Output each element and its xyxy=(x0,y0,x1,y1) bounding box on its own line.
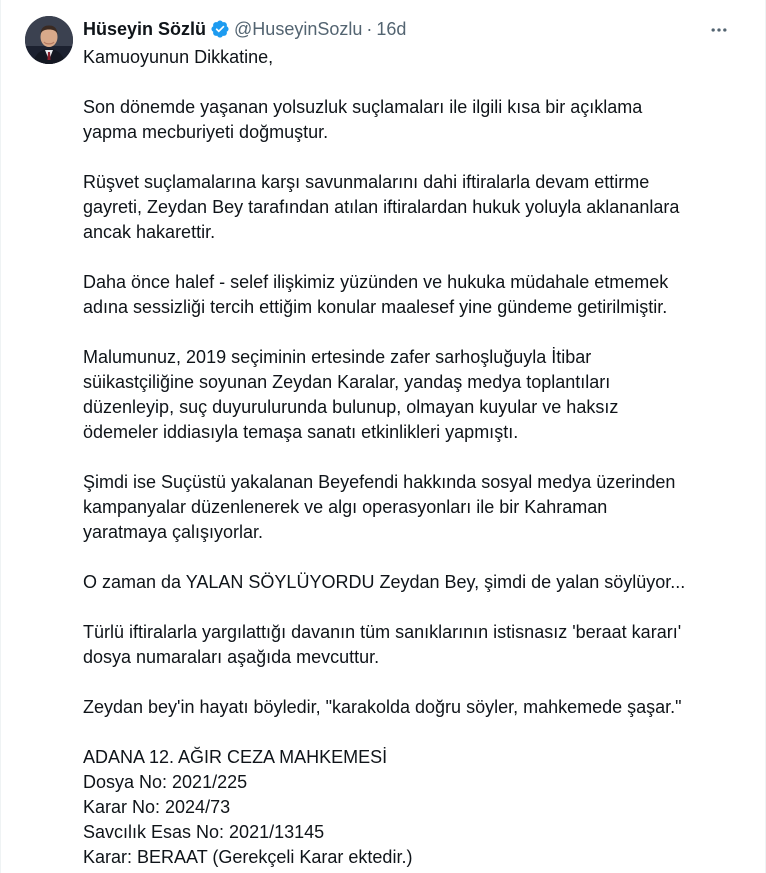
tweet-timestamp[interactable]: 16d xyxy=(376,19,407,39)
tweet-paragraph: Zeydan bey'in hayatı böyledir, "karakolda doğru söyler, mahkemede şaşar." xyxy=(83,697,682,717)
tweet-paragraph: Şimdi ise Suçüstü yakalanan Beyefendi hakkında sosyal medya üzerinden kampanyalar düzenlenerek ve algı operasyonları ile bir Kahraman yaratmaya çalışıyorlar. xyxy=(83,472,676,542)
tweet-paragraph: O zaman da YALAN SÖYLÜYORDU Zeydan Bey, şimdi de yalan söylüyor... xyxy=(83,572,686,592)
more-options-icon xyxy=(709,20,729,40)
tweet-paragraph: Kamuoyunun Dikkatine, xyxy=(83,47,274,67)
user-avatar-icon xyxy=(25,16,73,64)
case-details: ADANA 12. AĞIR CEZA MAHKEMESİ Dosya No: 2021/225 Karar No: 2024/73 Savcılık Esas No: 2021/13145 Karar: BERAAT (Gerekçeli Karar ektedir.) xyxy=(83,747,413,867)
verified-badge-icon xyxy=(210,19,230,39)
separator-dot: · xyxy=(366,19,373,39)
tweet-paragraph: Son dönemde yaşanan yolsuzluk suçlamaları ile ilgili kısa bir açıklama yapma mecburiyeti doğmuştur. xyxy=(83,97,643,142)
author-display-name[interactable]: Hüseyin Sözlü xyxy=(83,19,207,39)
tweet-paragraph: Türlü iftiralarla yargılattığı davanın tüm sanıklarının istisnasız 'beraat kararı' dosya numaraları aşağıda mevcuttur. xyxy=(83,622,682,667)
author-avatar[interactable] xyxy=(25,16,73,64)
more-options-button[interactable] xyxy=(707,18,731,42)
tweet-text xyxy=(83,45,748,870)
author-handle[interactable]: @HuseyinSozlu xyxy=(234,19,363,39)
tweet-paragraph: Daha önce halef - selef ilişkimiz yüzünden ve hukuka müdahale etmemek adına sessizliği tercih ettiğim konular maalesef yine gündeme getirilmiştir. xyxy=(83,272,669,317)
tweet-paragraph: Rüşvet suçlamalarına karşı savunmalarını dahi iftiralarla devam ettirme gayreti, Zeydan Bey tarafından atılan iftiralardan hukuk yoluyla aklananlara ancak hakarettir. xyxy=(83,172,680,242)
tweet-paragraph: Malumunuz, 2019 seçiminin ertesinde zafer sarhoşluğuyla İtibar süikastçiliğine soyunan Zeydan Karalar, yandaş medya toplantıları düzenleyip, suç duyurulurunda bulunup, olmayan kuyular ve haksız ödemeler iddiasıyla temaşa sanatı etkinlikleri yapmıştı. xyxy=(83,347,619,442)
tweet-header xyxy=(83,18,406,40)
